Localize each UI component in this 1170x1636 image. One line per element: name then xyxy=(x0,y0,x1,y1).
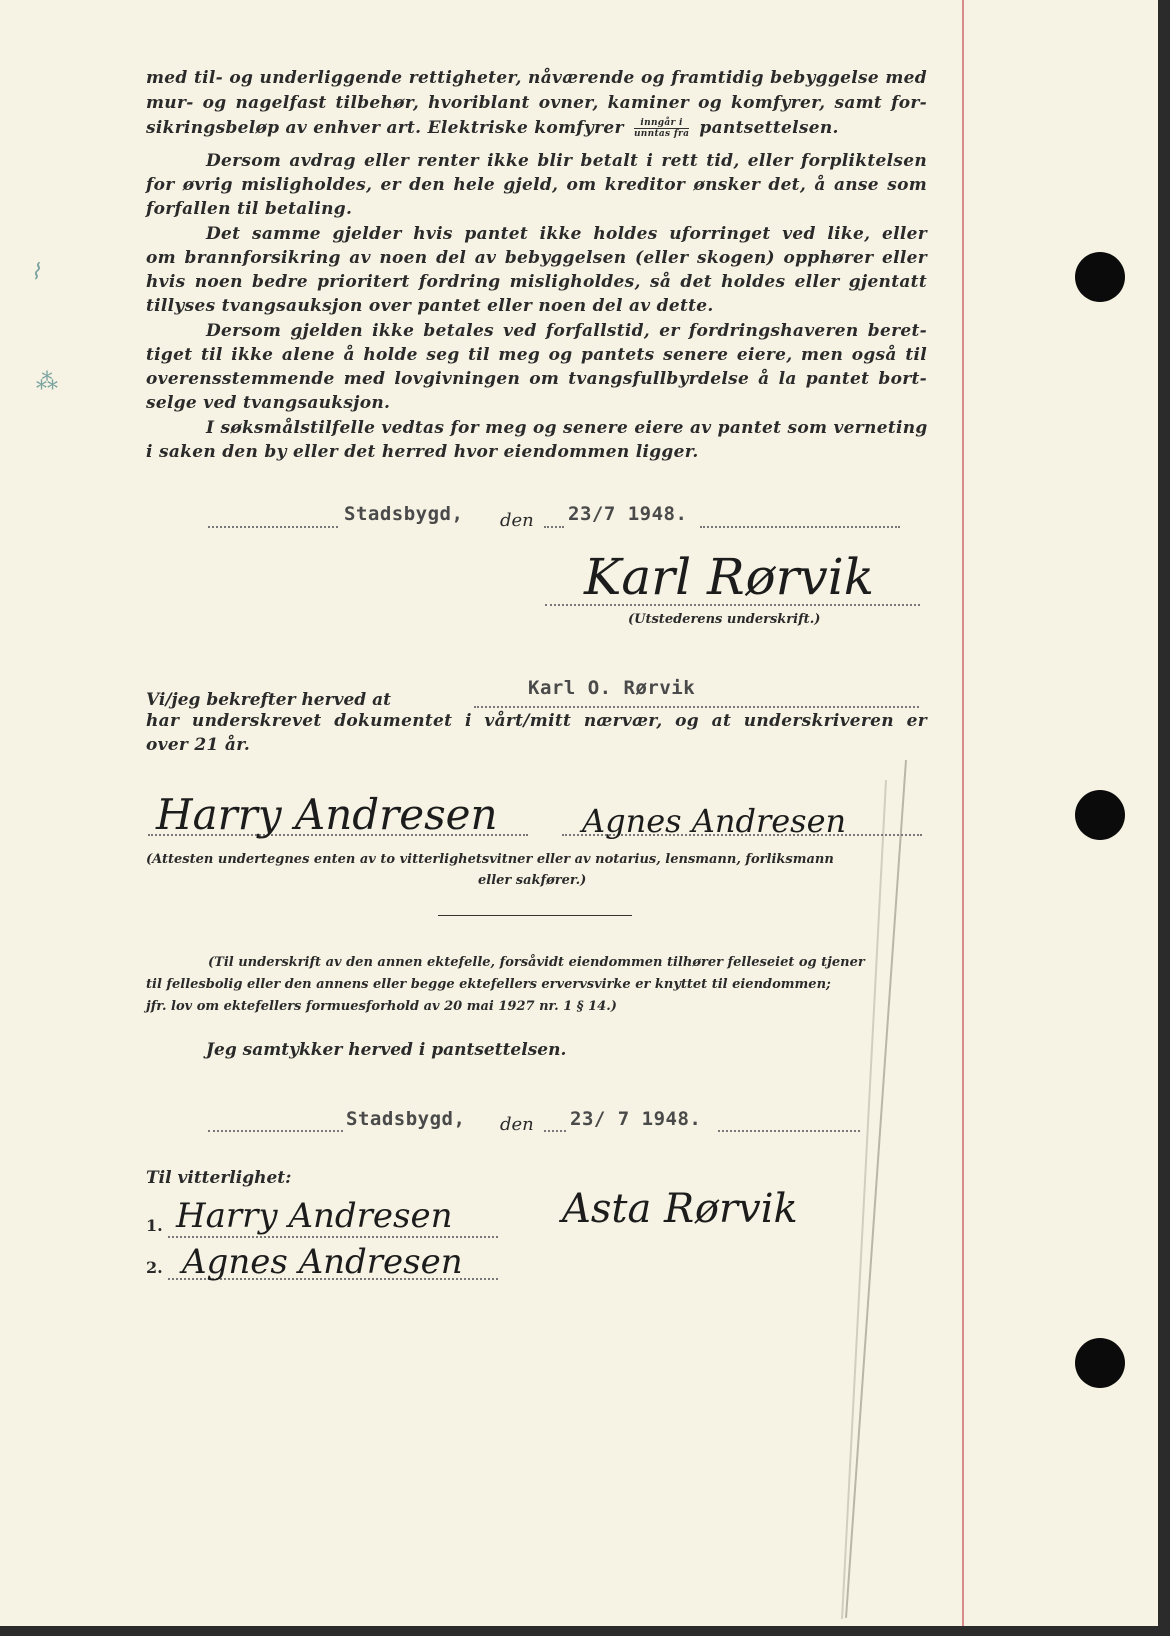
spouse-note: jfr. lov om ektefellers formuesforhold av 20 mai 1927 nr. 1 § 14.) xyxy=(146,999,617,1014)
dotted-line xyxy=(208,1130,343,1132)
den-label: den xyxy=(500,510,534,531)
confirm-name: Karl O. Rørvik xyxy=(528,677,696,699)
attest-note: eller sakfører.) xyxy=(478,873,587,888)
fraction-option: $\frac{\text{inngår i}}{\text{unntas fra}}$ xyxy=(633,118,690,139)
dotted-line xyxy=(544,1130,566,1132)
witness-signature-2: Agnes Andresen xyxy=(582,802,847,840)
body-line: med til- og underliggende rettigheter, nåværende og framtidig bebyggelse med xyxy=(146,68,927,88)
body-line: overensstemmende med lovgivningen om tvangsfullbyrdelse å la pantet bort- xyxy=(146,369,927,389)
body-line: mur- og nagelfast tilbehør, hvoriblant ovner, kaminer og komfyrer, samt for- xyxy=(146,93,927,113)
date-1: 23/7 1948. xyxy=(568,503,688,525)
attest-note: (Attesten undertegnes enten av to vitterlighetsvitner eller av notarius, lensmann, forliksmann xyxy=(146,852,834,867)
dotted-line xyxy=(208,526,338,528)
issuer-signature: Karl Rørvik xyxy=(584,548,875,606)
confirm-line: har underskrevet dokumentet i vårt/mitt nærvær, og at underskriveren er xyxy=(146,711,927,731)
dotted-line xyxy=(700,526,900,528)
witness-signature-1: Harry Andresen xyxy=(156,790,498,839)
dotted-line xyxy=(544,526,564,528)
witness-number-2: 2. xyxy=(146,1258,163,1277)
body-line: Det samme gjelder hvis pantet ikke holdes uforringet ved like, eller xyxy=(206,224,927,244)
body-line: tiget til ikke alene å holde seg til meg og pantets senere eiere, men også til xyxy=(146,345,927,365)
stain-mark: ⁂ xyxy=(36,370,58,395)
punch-hole xyxy=(1075,790,1125,840)
body-line: selge ved tvangsauksjon. xyxy=(146,393,391,413)
body-line: om brannforsikring av noen del av bebyggelsen (eller skogen) opphører eller xyxy=(146,248,927,268)
spouse-note: til fellesbolig eller den annens eller begge ektefellers ervervsvirke er knyttet til eiendommen; xyxy=(146,977,831,992)
confirm-prefix: Vi/jeg bekrefter herved at xyxy=(146,690,391,710)
punch-hole xyxy=(1075,1338,1125,1388)
body-line: Dersom avdrag eller renter ikke blir betalt i rett tid, eller forpliktelsen xyxy=(206,151,927,171)
body-line: Dersom gjelden ikke betales ved forfallstid, er fordringshaveren beret- xyxy=(206,321,927,341)
spouse-signature: Asta Rørvik xyxy=(562,1186,798,1232)
dotted-line xyxy=(718,1130,860,1132)
body-line: forfallen til betaling. xyxy=(146,199,353,219)
body-line: i saken den by eller det herred hvor eiendommen ligger. xyxy=(146,442,699,462)
place-2: Stadsbygd, xyxy=(346,1108,466,1130)
signature-line xyxy=(168,1236,498,1238)
date-2: 23/ 7 1948. xyxy=(570,1108,702,1130)
fold-line xyxy=(845,760,907,1618)
divider xyxy=(438,915,632,916)
spouse-note: (Til underskrift av den annen ektefelle, forsåvidt eiendommen tilhører felleseiet og tjener xyxy=(208,955,865,970)
witness-number-1: 1. xyxy=(146,1216,163,1235)
body-line: hvis noen bedre prioritert fordring misligholdes, så det holdes eller gjentatt xyxy=(146,272,927,292)
body-line: for øvrig misligholdes, er den hele gjeld, om kreditor ønsker det, å anse som xyxy=(146,175,927,195)
body-line: tillyses tvangsauksjon over pantet eller noen del av dette. xyxy=(146,296,714,316)
dotted-line xyxy=(474,706,919,708)
margin-rule xyxy=(962,0,964,1626)
witness-name-1: Harry Andresen xyxy=(176,1196,453,1236)
witness-heading: Til vitterlighet: xyxy=(146,1168,292,1188)
den-label: den xyxy=(500,1114,534,1135)
body-line: I søksmålstilfelle vedtas for meg og senere eiere av pantet som verneting xyxy=(206,418,928,438)
punch-hole xyxy=(1075,252,1125,302)
consent-text: Jeg samtykker herved i pantsettelsen. xyxy=(206,1040,567,1060)
fold-line xyxy=(841,780,887,1619)
witness-name-2: Agnes Andresen xyxy=(182,1242,463,1282)
issuer-caption: (Utstederens underskrift.) xyxy=(628,612,821,627)
place-1: Stadsbygd, xyxy=(344,503,464,525)
confirm-line: over 21 år. xyxy=(146,735,251,755)
stain-mark: ⌇ xyxy=(30,260,41,285)
body-line: sikringsbeløp av enhver art. Elektriske komfyrer $\frac{\text{inngår i}}{\text{unntas fra}}$ pantsettelsen. xyxy=(146,118,839,139)
